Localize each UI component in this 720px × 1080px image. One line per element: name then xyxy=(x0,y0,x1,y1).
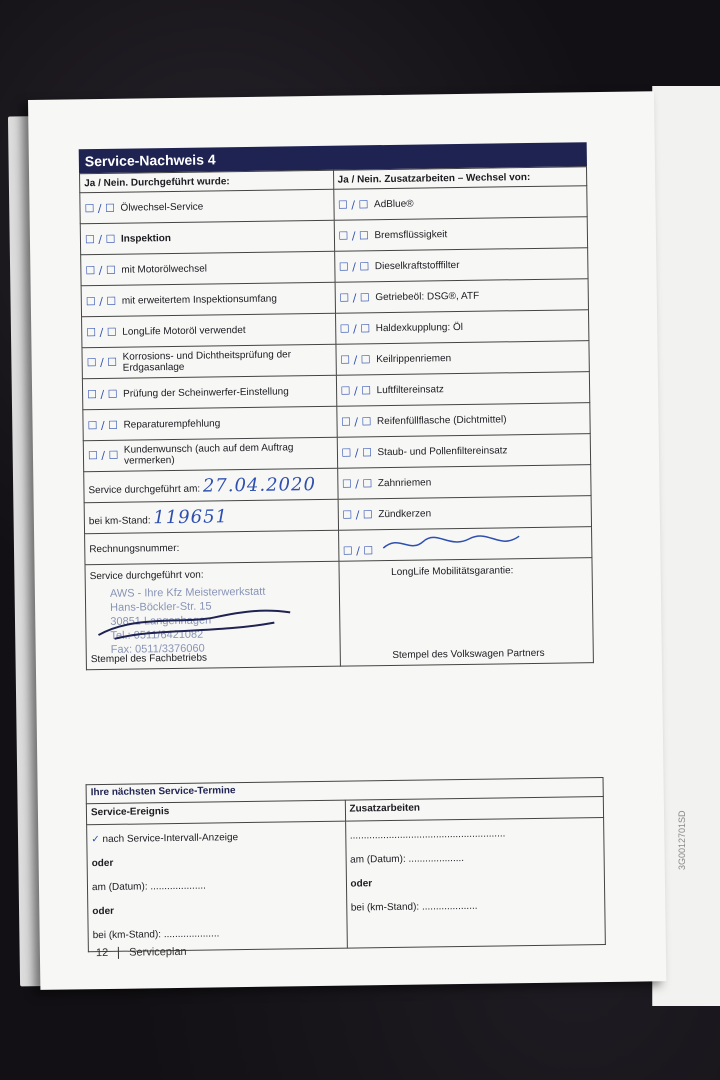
checkbox-icon[interactable]: ☐ / ☐ xyxy=(339,290,370,305)
left-item[interactable]: ☐ / ☐ Inspektion xyxy=(80,220,334,255)
left-item[interactable]: ☐ / ☐ LongLife Motoröl verwendet xyxy=(82,313,336,348)
service-table xyxy=(79,166,594,670)
checkbox-icon[interactable]: ☐ / ☐ xyxy=(340,383,372,398)
checkbox-icon[interactable]: ☐ / ☐ xyxy=(342,543,374,558)
left-item[interactable]: ☐ / ☐ Korrosions- und Dichtheitsprüfung der Erdgasanlage xyxy=(82,344,336,379)
checkbox-icon[interactable]: ☐ / ☐ xyxy=(340,352,371,367)
right-item[interactable]: ☐ / ☐ Bremsflüssigkeit xyxy=(334,217,588,252)
right-item[interactable]: ☐ / ☐ Reifenfüllflasche (Dichtmittel) xyxy=(336,403,590,438)
column-header-right: Ja / Nein. Zusatzarbeiten – Wechsel von: xyxy=(333,167,587,190)
page-footer xyxy=(96,946,187,959)
service-date-value: 27.04.2020 xyxy=(202,473,317,497)
workshop-stamp: AWS - Ihre Kfz Meisterwerkstatt Hans-Böckler-Str. 15 30851 Langenhagen Tel.: 0511/6421082 Fax: 0511/3376060 xyxy=(109,585,266,656)
next-service-section xyxy=(86,777,606,952)
checkbox-icon[interactable]: ☐ / ☐ xyxy=(84,232,116,246)
km-field[interactable]: bei km-Stand: 119651 xyxy=(84,499,338,534)
booklet-page xyxy=(28,91,666,990)
checkbox-icon[interactable]: ☐ / ☐ xyxy=(341,445,372,460)
section-name: Serviceplan xyxy=(129,945,187,959)
checkbox-icon[interactable]: ☐ / ☐ xyxy=(84,201,116,215)
next-service-title: Ihre nächsten Service-Termine xyxy=(86,777,604,803)
left-item[interactable]: ☐ / ☐ Prüfung der Scheinwerfer-Einstellung xyxy=(82,375,336,410)
column-additional-work: Zusatzarbeiten xyxy=(345,797,604,822)
checkbox-icon[interactable]: ☐ / ☐ xyxy=(339,321,371,336)
checkbox-icon[interactable]: ☐ / ☐ xyxy=(85,263,116,277)
right-item[interactable]: ☐ / ☐ Dieselkraftstofffilter xyxy=(334,248,588,283)
column-service-event: Service-Ereignis xyxy=(86,800,345,825)
left-item[interactable]: ☐ / ☐ Reparaturempfehlung xyxy=(83,406,337,441)
right-item[interactable]: ☐ / ☐ Getriebeöl: DSG®, ATF xyxy=(335,279,589,314)
checkbox-icon[interactable]: ☐ / ☐ xyxy=(338,259,370,274)
left-item[interactable]: ☐ / ☐ Kundenwunsch (auch auf dem Auftrag vermerken) xyxy=(83,437,337,472)
service-by-box[interactable]: Service durchgeführt von: AWS - Ihre Kfz Meisterwerkstatt Hans-Böckler-Str. 15 30851 Langenhagen Tel.: 0511/6421082 Fax: 0511/3376060 Stempel des Fachbetriebs xyxy=(85,561,340,670)
checkbox-icon[interactable]: ☐ / ☐ xyxy=(86,325,117,339)
left-item[interactable]: ☐ / ☐ mit erweitertem Inspektionsumfang xyxy=(81,282,335,317)
checkbox-icon[interactable]: ☐ / ☐ xyxy=(86,355,118,369)
signature-icon xyxy=(94,602,295,645)
checkbox-icon[interactable]: ☐ / ☐ xyxy=(85,294,117,308)
invoice-field[interactable]: Rechnungsnummer: xyxy=(85,530,339,565)
right-item-handwritten[interactable] xyxy=(338,527,592,562)
right-item[interactable]: ☐ / ☐ Keilrippenriemen xyxy=(335,341,589,376)
checkbox-icon[interactable]: ☐ / ☐ xyxy=(337,197,369,212)
left-item[interactable]: ☐ / ☐ mit Motorölwechsel xyxy=(81,251,335,286)
checkbox-icon[interactable]: ☐ / ☐ xyxy=(87,387,118,401)
page-number: 12 xyxy=(96,947,119,959)
right-item[interactable]: ☐ / ☐ Staub- und Pollenfiltereinsatz xyxy=(337,434,591,469)
checkbox-icon[interactable]: ☐ / ☐ xyxy=(87,448,119,462)
right-item[interactable]: ☐ / ☐ Haldexkupplung: Öl xyxy=(335,310,589,345)
checkbox-icon[interactable]: ☐ / ☐ xyxy=(338,228,369,243)
checkbox-icon[interactable]: ☐ / ☐ xyxy=(87,418,119,432)
document-code: 3G0012701SD xyxy=(677,810,687,870)
left-item[interactable]: ☐ / ☐ Ölwechsel-Service xyxy=(80,189,334,224)
longlife-box[interactable]: LongLife Mobilitätsgarantie: Stempel des Volkswagen Partners xyxy=(338,558,593,667)
checkmark-icon: ✓ xyxy=(91,834,100,846)
additional-work-cell[interactable]: ........................................................ am (Datum): .................... oder bei (km-Stand): .................... xyxy=(345,818,605,949)
right-item[interactable]: ☐ / ☐ AdBlue® xyxy=(333,186,587,221)
page-title: Service-Nachweis 4 xyxy=(79,142,587,173)
checkbox-icon[interactable]: ☐ / ☐ xyxy=(341,476,373,491)
service-date-field[interactable]: Service durchgeführt am: 27.04.2020 xyxy=(84,468,338,503)
right-item[interactable]: ☐ / ☐ Zündkerzen xyxy=(338,496,592,531)
checkbox-icon[interactable]: ☐ / ☐ xyxy=(342,507,373,522)
checkbox-icon[interactable]: ☐ / ☐ xyxy=(340,414,372,429)
handwritten-signature-icon xyxy=(379,532,529,554)
service-event-cell[interactable]: ✓ nach Service-Intervall-Anzeige oder am (Datum): .................... oder bei (km-Stand): .................... xyxy=(87,821,347,952)
km-value: 119651 xyxy=(153,505,229,528)
right-item[interactable]: ☐ / ☐ Luftfiltereinsatz xyxy=(336,372,590,407)
next-service-table xyxy=(86,796,606,952)
right-item[interactable]: ☐ / ☐ Zahnriemen xyxy=(337,465,591,500)
column-header-left: Ja / Nein. Durchgeführt wurde: xyxy=(80,170,334,193)
